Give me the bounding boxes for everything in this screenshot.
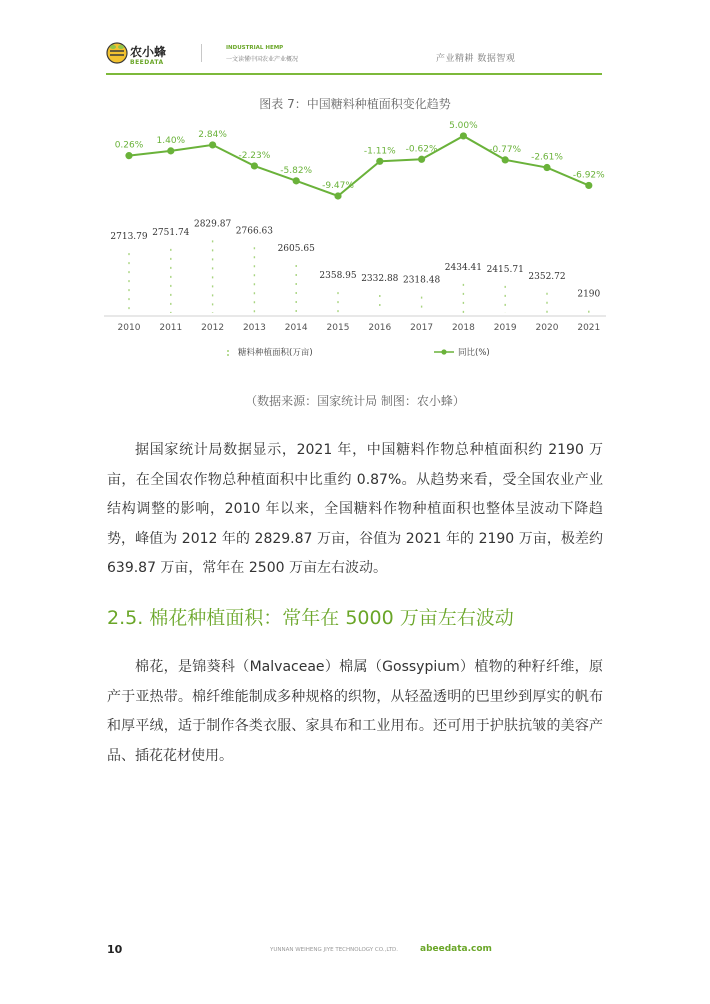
- header-divider: [201, 44, 202, 62]
- bee-logo-icon: [106, 42, 128, 64]
- yoy-value-label: -1.11%: [363, 146, 396, 157]
- header-rule: [106, 73, 602, 75]
- x-tick-label: 2015: [326, 323, 350, 333]
- x-tick-label: 2013: [242, 323, 266, 333]
- header-slogan: 产业精耕 数据智观: [436, 54, 516, 64]
- header-industry-label: INDUSTRIAL HEMP: [226, 45, 284, 51]
- bar-value-label: 2766.63: [235, 226, 274, 237]
- yoy-point: [293, 177, 300, 184]
- yoy-point: [543, 164, 550, 171]
- legend-line-marker: [441, 349, 446, 354]
- yoy-value-label: -6.92%: [572, 170, 605, 181]
- area-trend-chart: [96, 120, 616, 363]
- legend-label: 糖料种植面积(万亩): [238, 348, 313, 358]
- yoy-value-label: -9.47%: [322, 181, 354, 191]
- bar-value-label: 2713.79: [110, 232, 148, 243]
- paragraph-cotton: 棉花，是锦葵科（Malvaceae）棉属（Gossypium）植物的种籽纤维，原产于亚热带。棉纤维能制成多种规格的织物，从轻盈透明的巴里纱到厚实的帆布和厚平绒，适于制作各类衣服、家具布和工业用布。还可用于护肤抗皱的美容产品、插花花材使用。: [107, 659, 603, 764]
- yoy-point: [209, 141, 216, 148]
- paragraph-sugar-area: 据国家统计局数据显示，2021 年，中国糖料作物总种植面积约 2190 万亩，在全国农作物总种植面积中比重约 0.87%。从趋势来看，受全国农业产业结构调整的影响，2010 年以来，全国糖料作物种植面积也整体呈波动下降趋势，峰值为 2012 年的 2829.87 万亩，谷值为 2021 年的 2190 万亩，极差约 639.87 万亩，常年在 2500 万亩左右波动。: [107, 442, 603, 576]
- yoy-point: [418, 156, 425, 163]
- yoy-value-label: -5.82%: [280, 165, 313, 176]
- x-tick-label: 2021: [577, 323, 601, 333]
- legend-label: 同比(%): [458, 348, 490, 358]
- bar-value-label: 2332.88: [361, 273, 399, 284]
- yoy-value-label: 2.84%: [198, 129, 227, 140]
- footer-site: abeedata.com: [420, 944, 492, 954]
- bar-value-label: 2318.48: [402, 275, 441, 286]
- bar-value-label: 2190: [577, 289, 601, 300]
- yoy-point: [585, 182, 592, 189]
- yoy-value-label: -0.77%: [489, 144, 522, 155]
- yoy-point: [167, 147, 174, 154]
- x-tick-label: 2019: [493, 323, 517, 333]
- x-tick-label: 2012: [201, 323, 225, 333]
- brand-name-en: BEEDATA: [130, 59, 164, 66]
- yoy-point: [125, 152, 132, 159]
- bar-value-label: 2829.87: [193, 219, 232, 230]
- yoy-value-label: 1.40%: [156, 135, 186, 146]
- yoy-value-label: 5.00%: [449, 120, 478, 131]
- yoy-point: [334, 192, 341, 199]
- yoy-point: [460, 132, 467, 139]
- bar-value-label: 2434.41: [444, 262, 483, 273]
- bar-value-label: 2358.95: [319, 271, 357, 282]
- yoy-point: [376, 158, 383, 165]
- x-tick-label: 2017: [410, 323, 434, 333]
- x-tick-label: 2016: [368, 323, 392, 333]
- bar-value-label: 2352.72: [528, 271, 566, 282]
- header-tagline: 一文读懂中国农业产业概况: [226, 56, 299, 63]
- yoy-value-label: 0.26%: [114, 140, 144, 151]
- figure-source: （数据来源：国家统计局 制图：农小蜂）: [245, 394, 465, 408]
- yoy-value-label: -0.62%: [405, 144, 438, 155]
- x-tick-label: 2014: [284, 323, 308, 333]
- x-tick-label: 2010: [117, 323, 141, 333]
- x-tick-label: 2018: [451, 323, 475, 333]
- x-tick-label: 2011: [159, 323, 183, 333]
- bar-value-label: 2605.65: [277, 243, 315, 254]
- yoy-value-label: -2.23%: [238, 150, 271, 161]
- yoy-value-label: -2.61%: [531, 152, 563, 163]
- figure-title: 图表 7：中国糖料种植面积变化趋势: [259, 97, 451, 111]
- yoy-point: [502, 156, 509, 163]
- brand-name: 农小蜂: [130, 45, 167, 59]
- yoy-point: [251, 162, 258, 169]
- bar-value-label: 2751.74: [152, 227, 190, 238]
- bar-value-label: 2415.71: [486, 264, 524, 275]
- page-header: [0, 0, 710, 76]
- page-number: 10: [107, 943, 123, 956]
- x-tick-label: 2020: [535, 323, 559, 333]
- section-title: 2.5. 棉花种植面积：常年在 5000 万亩左右波动: [107, 607, 514, 629]
- footer-company: YUNNAN WEIHENG JIYE TECHNOLOGY CO.,LTD.: [270, 947, 398, 953]
